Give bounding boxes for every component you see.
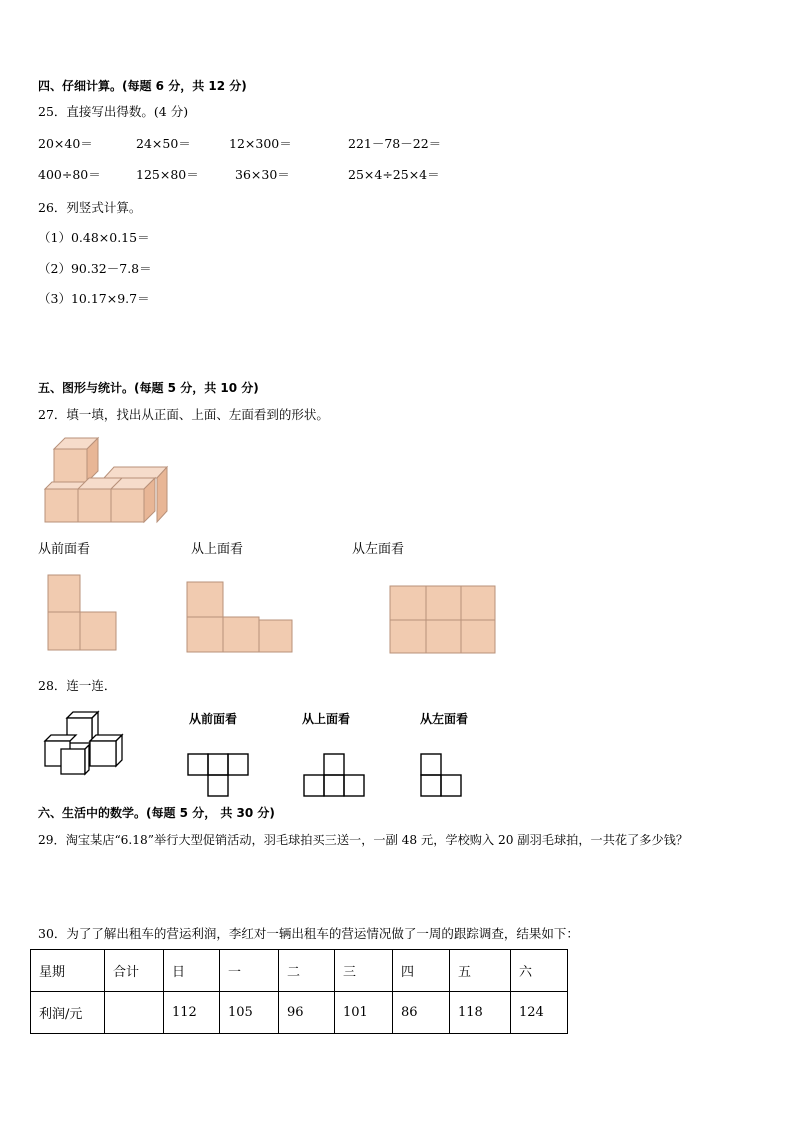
q27-view-label: 从左面看: [352, 542, 405, 557]
table-cell: 118: [450, 992, 511, 1034]
table-header-cell: 一: [220, 950, 279, 992]
q30-title: 30．为了了解出租车的营运利润，李红对一辆出租车的营运情况做了一周的跟踪调查，结果如下：: [38, 926, 579, 941]
table-header-cell: 星期: [31, 950, 105, 992]
table-header-cell: 四: [393, 950, 450, 992]
q28-left-view: [419, 752, 465, 798]
q27-title: 27．填一填，找出从正面、上面、左面看到的形状。: [38, 407, 329, 422]
q29-text: 29．淘宝某店“6.18”举行大型促销活动，羽毛球拍买三送一，一副 48 元，学校购入 20 副羽毛球拍，一共花了多少钱？: [38, 833, 689, 847]
q27-view-label: 从上面看: [191, 542, 244, 557]
table-header-cell: 五: [450, 950, 511, 992]
q25-item: 221－78－22＝: [348, 136, 442, 151]
table-cell: 105: [220, 992, 279, 1034]
table-cell: 利润/元: [31, 992, 105, 1034]
q27-top-view: [185, 580, 295, 655]
q26-title: 26．列竖式计算。: [38, 200, 142, 215]
q25-item: 12×300＝: [229, 136, 292, 151]
table-header-cell: 二: [279, 950, 335, 992]
section6-heading: 六、生活中的数学。(每题 5 分， 共 30 分): [38, 806, 275, 820]
table-header-cell: 六: [511, 950, 568, 992]
q28-front-view: [186, 752, 252, 798]
table-cell: 112: [164, 992, 220, 1034]
q27-cube-figure: [40, 434, 172, 526]
table-header-cell: 合计: [105, 950, 164, 992]
q28-cube-figure: [40, 708, 132, 780]
table-row: [31, 950, 568, 992]
q25-item: 125×80＝: [136, 167, 199, 182]
q26-item: （2）90.32－7.8＝: [38, 261, 152, 276]
table-row: [31, 992, 568, 1034]
q27-front-view: [46, 573, 120, 653]
q28-view-label: 从上面看: [302, 712, 351, 726]
table-cell: [105, 992, 164, 1034]
table-cell: 124: [511, 992, 568, 1034]
table-cell: 86: [393, 992, 450, 1034]
table-header-cell: 三: [335, 950, 393, 992]
section5-heading: 五、图形与统计。(每题 5 分，共 10 分): [38, 381, 259, 395]
table-header-cell: 日: [164, 950, 220, 992]
profit-table: [30, 949, 568, 1034]
q26-item: （1）0.48×0.15＝: [38, 230, 150, 245]
q25-item: 20×40＝: [38, 136, 93, 151]
q25-item: 25×4÷25×4＝: [348, 167, 440, 182]
q28-view-label: 从前面看: [189, 712, 238, 726]
table-cell: 101: [335, 992, 393, 1034]
q25-item: 36×30＝: [235, 167, 290, 182]
q27-view-label: 从前面看: [38, 542, 91, 557]
q27-left-view: [388, 584, 498, 656]
q25-item: 400÷80＝: [38, 167, 101, 182]
table-cell: 96: [279, 992, 335, 1034]
q28-title: 28．连一连．: [38, 678, 117, 693]
q28-top-view: [302, 752, 368, 798]
section4-heading: 四、仔细计算。(每题 6 分，共 12 分): [38, 79, 247, 93]
q26-item: （3）10.17×9.7＝: [38, 291, 150, 306]
q28-view-label: 从左面看: [420, 712, 469, 726]
q25-title: 25．直接写出得数。(4 分): [38, 104, 189, 119]
q25-item: 24×50＝: [136, 136, 191, 151]
